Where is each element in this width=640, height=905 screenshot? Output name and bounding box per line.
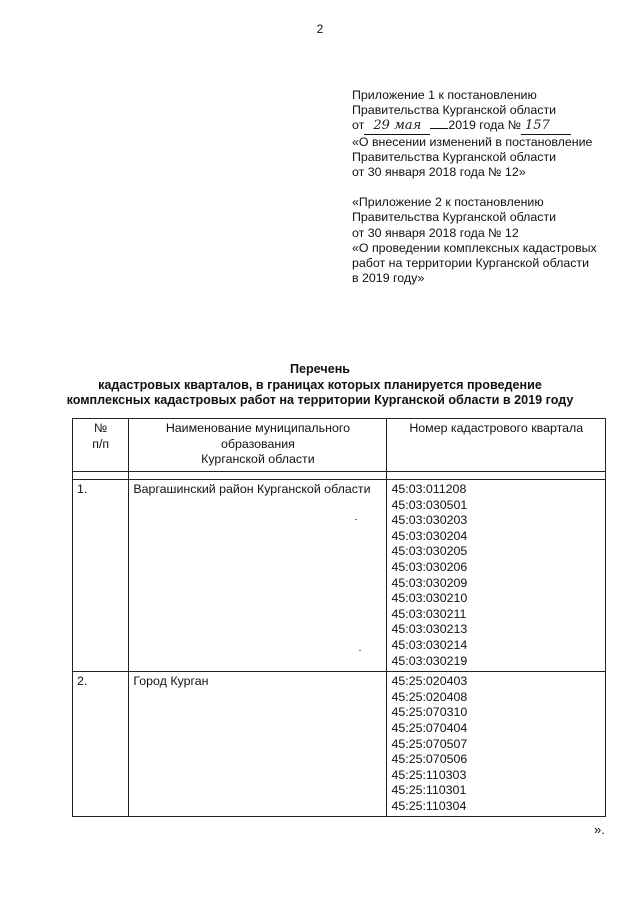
cadastral-code: 45:25:110301 [391, 783, 467, 798]
appendix2-line2: Правительства Курганской области [352, 210, 557, 225]
row-municipality: Город Курган [129, 672, 387, 817]
scan-speck [355, 519, 357, 520]
handwritten-number: 157 [521, 118, 571, 134]
cadastral-code: 45:03:030213 [391, 622, 468, 637]
header-cadastral: Номер кадастрового квартала [387, 419, 606, 472]
gap-cell [387, 472, 606, 480]
appendix1-line4: «О внесении изменений в постановление [352, 134, 593, 149]
appendix2-block [352, 195, 597, 286]
cadastral-code: 45:03:030501 [391, 497, 468, 512]
document-title [0, 362, 640, 409]
scan-speck [359, 650, 361, 651]
date-year: 2019 года № [448, 118, 522, 133]
cadastral-code: 45:25:070506 [391, 752, 468, 767]
appendix2-line6: в 2019 году» [352, 271, 425, 286]
appendix1-line1: Приложение 1 к постановлению [352, 88, 537, 102]
appendix1-line6: от 30 января 2018 года № 12» [352, 165, 526, 180]
row-codes [387, 480, 606, 672]
cadastral-code: 45:03:030210 [391, 591, 468, 606]
handwritten-date: 29 мая [364, 118, 430, 134]
cadastral-code: 45:03:030211 [391, 606, 467, 621]
cadastral-code: 45:25:070507 [391, 736, 468, 751]
table-row [73, 672, 606, 817]
header-number [73, 419, 129, 472]
gap-cell [73, 472, 129, 480]
cadastral-code: 45:03:030203 [391, 513, 468, 528]
closing-quote: ». [594, 822, 605, 837]
header-municipality [129, 419, 387, 472]
cadastral-code: 45:03:030206 [391, 559, 468, 574]
appendix2-line1: «Приложение 2 к постановлению [352, 195, 544, 210]
appendix2-line3: от 30 января 2018 года № 12 [352, 225, 519, 240]
cadastral-code: 45:25:070310 [391, 705, 468, 720]
title-line2: кадастровых кварталов, в границах которых планируется проведение [98, 377, 542, 392]
cadastral-code: 45:03:030205 [391, 544, 468, 559]
appendix2-line5: работ на территории Курганской области [352, 256, 590, 271]
gap-cell [129, 472, 387, 480]
title-line1: Перечень [289, 362, 351, 376]
table-header-row [73, 419, 606, 472]
appendix-block [352, 88, 597, 286]
cadastral-code: 45:25:020408 [391, 689, 468, 704]
appendix2-line4: «О проведении комплексных кадастровых [352, 240, 597, 255]
row-municipality: Варгашинский район Курганской области [129, 480, 387, 672]
appendix1-date-line [352, 118, 597, 134]
row-number: 1. [73, 480, 129, 672]
header-number-line1: № [94, 421, 108, 435]
cadastral-code: 45:03:011208 [391, 482, 467, 496]
page-number: 2 [316, 22, 324, 36]
cadastral-table [72, 418, 606, 817]
date-prefix: от [352, 118, 365, 133]
header-number-line2: п/п [92, 436, 110, 451]
cadastral-code: 45:25:070404 [391, 720, 468, 735]
header-municipality-line3: Курганской области [201, 452, 315, 467]
cadastral-code: 45:25:110303 [391, 767, 467, 782]
cadastral-code: 45:03:030214 [391, 637, 468, 652]
cadastral-code: 45:03:030204 [391, 528, 468, 543]
cadastral-code: 45:03:030219 [391, 653, 468, 668]
header-municipality-line1: Наименование муниципального [165, 421, 350, 435]
date-underline [430, 128, 448, 129]
table-row [73, 480, 606, 672]
title-line3: комплексных кадастровых работ на территории Курганской области в 2019 году [66, 393, 574, 407]
header-gap-row [73, 472, 606, 480]
appendix1-line5: Правительства Курганской области [352, 149, 557, 164]
row-codes [387, 672, 606, 817]
cadastral-code: 45:25:020403 [391, 674, 468, 689]
header-municipality-line2: образования [220, 436, 295, 451]
cadastral-code: 45:25:110304 [391, 798, 467, 813]
cadastral-code: 45:03:030209 [391, 575, 468, 590]
row-number: 2. [73, 672, 129, 817]
appendix1-line2: Правительства Курганской области [352, 103, 557, 118]
